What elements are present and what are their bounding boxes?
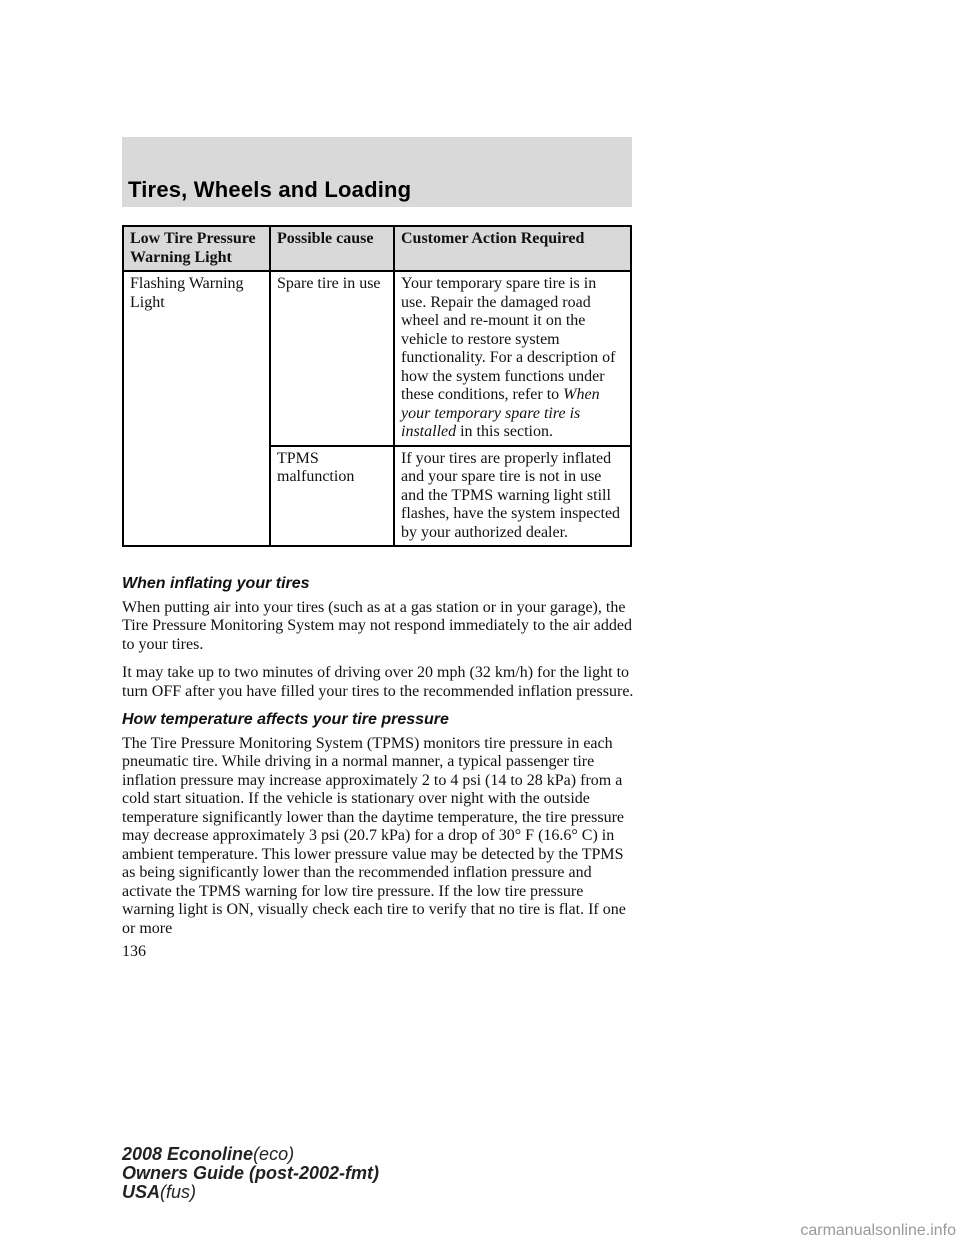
footer-market-code: (fus) (160, 1182, 197, 1202)
footer-line-2: Owners Guide (post-2002-fmt) (122, 1163, 380, 1183)
table-header-row (123, 226, 631, 271)
page-number: 136 (122, 943, 146, 960)
warning-light-cell: Flashing Warning Light (123, 271, 270, 546)
action-reference: When your temporary spare tire is installed (401, 386, 600, 440)
footer-line-1 (122, 1145, 379, 1164)
document-footer (122, 1145, 379, 1202)
body-text (122, 575, 634, 948)
cause-cell: Spare tire in use (270, 271, 394, 446)
paragraph: The Tire Pressure Monitoring System (TPMS) monitors tire pressure in each pneumatic tire. While driving in a normal manner, a typical passenger tire inflation pressure may increase approximately 2 to 4 psi (14 to 28 kPa) from a cold start situation. If the vehicle is stationary over night with the outside temperature significantly lower than the daytime temperature, the tire pressure may decrease approximately 3 psi (20.7 kPa) for a drop of 30° F (16.6° C) in ambient temperature. This lower pressure value may be detected by the TPMS as being significantly lower than the recommended inflation pressure and activate the TPMS warning for low tire pressure. If the low tire pressure warning light is ON, visually check each tire to verify that no tire is flat. If one or more (122, 734, 626, 937)
section-heading-temperature: How temperature affects your tire pressure (122, 711, 449, 728)
paragraph: When putting air into your tires (such as at a gas station or in your garage), the Tire Pressure Monitoring System may not respond immediately to the air added to your tires. (122, 598, 632, 653)
page-title: Tires, Wheels and Loading (128, 177, 412, 202)
footer-model-code: (eco) (253, 1144, 295, 1164)
action-cell: If your tires are properly inflated and your spare tire is not in use and the TPMS warning light still flashes, have the system inspected by your authorized dealer. (394, 446, 631, 547)
tpms-warning-table (122, 225, 632, 547)
column-header-possible-cause: Possible cause (270, 226, 394, 271)
action-cell (394, 271, 631, 446)
column-header-warning-light: Low Tire Pressure Warning Light (123, 226, 270, 271)
action-tail: in this section. (456, 423, 553, 440)
footer-model: 2008 Econoline (122, 1144, 254, 1164)
section-heading-inflating: When inflating your tires (122, 575, 310, 592)
column-header-customer-action: Customer Action Required (394, 226, 631, 271)
table-row (123, 271, 631, 446)
cause-cell: TPMS malfunction (270, 446, 394, 547)
paragraph: It may take up to two minutes of driving over 20 mph (32 km/h) for the light to turn OFF after you have filled your tires to the recommended inflation pressure. (122, 664, 634, 700)
watermark: carmanualsonline.info (800, 1222, 956, 1239)
action-text: Your temporary spare tire is in use. Repair the damaged road wheel and re-mount it on the vehicle to restore system functionality. For a description of how the system functions under these conditions, refer to (401, 275, 616, 403)
footer-line-3 (122, 1183, 379, 1202)
footer-market: USA (122, 1182, 161, 1202)
